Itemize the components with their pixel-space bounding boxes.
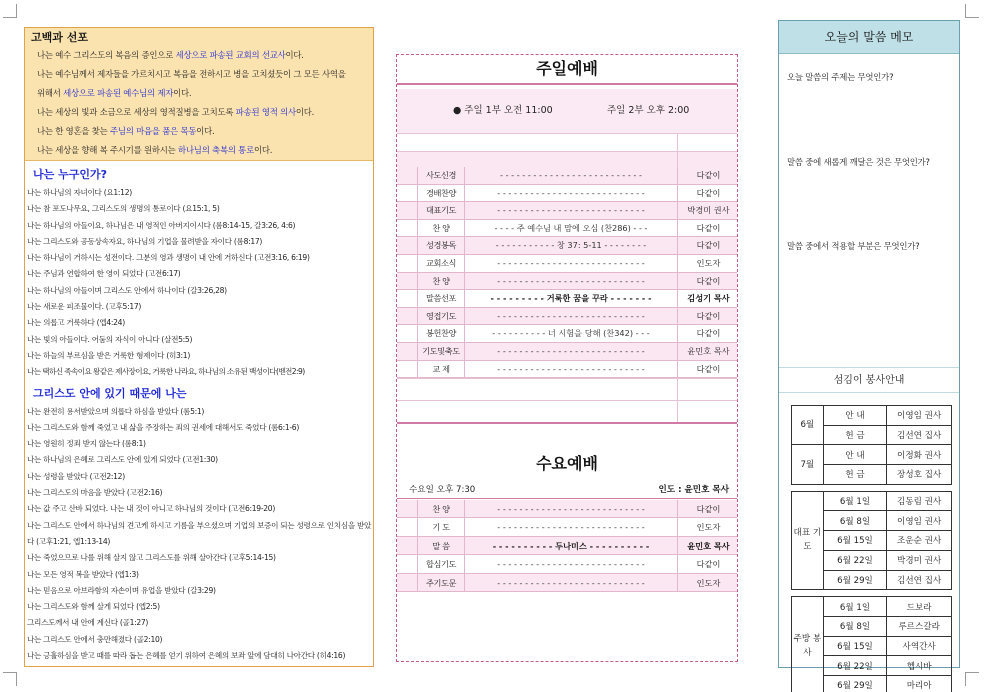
order-label: 말씀선포 <box>417 290 465 307</box>
in-christ-line: 나는 그리스도의 마음을 받았다 (고전2:16) <box>27 488 163 498</box>
order-row <box>397 500 737 518</box>
order-content: - - - - - - - - - - - - - - - - - - - - - - - - - - - <box>497 205 645 216</box>
identity-line: 나는 하늘의 부르심을 받은 거룩한 형제이다 (히3:1) <box>27 350 191 360</box>
in-christ-line: 나는 값 주고 산바 되었다. 나는 내 것이 아니고 하나님의 것이다 (고전6:19-20) <box>27 504 276 514</box>
date-cell: 6월 8일 <box>823 616 887 636</box>
in-christ-line: 나는 긍휼하심을 받고 때를 따라 돕는 은혜를 얻기 위하여 은혜의 보좌 앞에 담대히 나아간다 (히4:16) <box>27 651 346 661</box>
crop-mark <box>965 4 979 18</box>
in-christ-line: 나는 완전히 용서받았으며 의롭다 하심을 받았다 (롬5:1) <box>27 406 205 416</box>
memo-question-1: 오늘 말씀의 주제는 무엇인가? <box>787 72 894 82</box>
in-christ-line: 나는 그리스도 안에서 충만해졌다 (골2:10) <box>27 634 163 644</box>
group-cell: 주방 봉사 <box>792 597 824 692</box>
order-leader: 김성기 목사 <box>677 290 739 307</box>
name-cell: 김선연 집사 <box>887 425 952 445</box>
order-leader: 다같이 <box>677 308 739 325</box>
crop-mark <box>3 672 17 686</box>
sunday-order-list <box>397 167 737 378</box>
table-row <box>792 406 952 426</box>
gap-cell <box>792 484 952 491</box>
order-leader: 인도자 <box>677 255 739 272</box>
motto-line: 나는 한 영혼을 찾는 주님의 마음을 품은 목동이다. <box>37 126 215 136</box>
order-content: - - - - - - - - - - - - - - - - - - - - - - - - - - - <box>497 310 645 321</box>
order-row <box>397 537 737 555</box>
sunday-times <box>397 89 737 133</box>
in-christ-line: 나는 그리스도와 함께 살게 되었다 (엡2:5) <box>27 602 160 612</box>
service-title: 섬김이 봉사안내 <box>779 367 959 393</box>
in-christ-line: 나는 그리스도 안에서 하나님의 견고케 하시고 기름을 부으셨으며 기업의 보증이 되는 성령으로 인치심을 받았다 (고후1:21, 엡1:13-14) <box>27 520 372 546</box>
spacer-row <box>397 378 737 400</box>
identity-line: 나는 하나님의 자녀이다 (요1:12) <box>27 188 132 197</box>
order-label: 말 씀 <box>417 537 465 554</box>
order-leader: 박경미 권사 <box>677 202 739 219</box>
order-row <box>397 308 737 326</box>
order-label: 찬 양 <box>417 273 465 290</box>
date-cell: 6월 29일 <box>823 570 887 590</box>
sunday-time-2: 주일 2부 오후 2:00 <box>607 105 690 116</box>
confession-panel <box>24 27 374 667</box>
order-content: - - - - - - - - - - - - - - - - - - - - - - - - - - - <box>497 187 645 198</box>
identity-line: 나는 참 포도나무요, 그리스도의 생명의 통로이다 (요15:1, 5) <box>27 204 220 214</box>
order-leader: 인도자 <box>677 574 739 591</box>
table-gap <box>792 484 952 491</box>
order-label: 경배찬양 <box>417 185 465 202</box>
memo-title: 오늘의 말씀 메모 <box>779 21 959 54</box>
motto-line: 위해서 세상으로 파송된 예수님의 제자이다. <box>37 88 192 98</box>
name-cell: 이영임 권사 <box>887 406 952 426</box>
in-christ-line: 나는 영원히 정죄 받지 않는다 (롬8:1) <box>27 439 146 449</box>
date-cell: 6월 15일 <box>823 636 887 656</box>
order-label: 기도및축도 <box>417 343 465 360</box>
order-leader: 인도자 <box>677 518 739 535</box>
order-label: 교회소식 <box>417 255 465 272</box>
order-label: 성경봉독 <box>417 237 465 254</box>
section-divider <box>397 422 737 424</box>
wednesday-leader: 인도 : 윤민호 목사 <box>658 485 729 495</box>
spacer-row <box>397 133 737 151</box>
date-cell: 6월 1일 <box>823 491 887 511</box>
date-cell: 6월 15일 <box>823 531 887 551</box>
role-cell: 안 내 <box>823 445 887 465</box>
identity-line: 나는 주님과 연합하여 한 영이 되었다 (고전6:17) <box>27 269 181 279</box>
identity-line: 나는 하나님이 거하시는 성전이다. 그분의 영과 생명이 내 안에 거하신다 (고전3:16, 6:19) <box>27 253 310 263</box>
order-label: 주기도문 <box>417 574 465 591</box>
order-row <box>397 167 737 185</box>
motto-line: 나는 예수님께서 제자들을 가르치시고 복음을 전하시고 병을 고치셨듯이 그 모든 사역을 <box>37 69 346 79</box>
name-cell: 장성호 집사 <box>887 465 952 485</box>
order-content: - - - - - - - - - - 두나미스 - - - - - - - - - - <box>492 540 650 551</box>
order-label: 사도신경 <box>417 167 465 184</box>
role-cell: 헌 금 <box>823 465 887 485</box>
order-label: 찬 양 <box>417 500 465 517</box>
in-christ-line: 그리스도께서 내 안에 계신다 (골1:27) <box>27 618 149 628</box>
order-label: 봉헌찬양 <box>417 325 465 342</box>
name-cell: 마리아 <box>887 675 952 692</box>
order-content: - - - - - - - - - - 너 시험을 당해 (찬342) - - - <box>492 328 650 339</box>
order-content: - - - - - - - - - - - - - - - - - - - - - - - - - - - <box>497 275 645 286</box>
order-row <box>397 325 737 343</box>
order-label: 대표기도 <box>417 202 465 219</box>
memo-question-2: 말씀 중에 새롭게 깨달은 것은 무엇인가? <box>787 157 930 167</box>
name-cell: 이정화 권사 <box>887 445 952 465</box>
order-label: 찬 양 <box>417 220 465 237</box>
motto-line: 나는 세상을 향해 복 주시기를 원하시는 하나님의 축복의 통로이다. <box>37 145 273 155</box>
name-cell: 김동림 권사 <box>887 491 952 511</box>
wednesday-title: 수요예배 <box>536 454 598 473</box>
crop-mark <box>3 4 17 18</box>
order-content: - - - - - - - - - - - - - - - - - - - - - - - - - - - <box>497 345 645 356</box>
order-leader: 다같이 <box>677 361 739 378</box>
memo-panel <box>778 20 960 692</box>
order-leader: 윤민호 목사 <box>677 537 739 554</box>
order-row <box>397 273 737 291</box>
role-cell: 안 내 <box>823 406 887 426</box>
identity-line: 나는 새로운 피조물이다. (고후5:17) <box>27 302 142 312</box>
in-christ-line: 나는 모든 영적 복을 받았다 (엡1:3) <box>27 569 139 579</box>
name-cell: 루르스갈라 <box>887 616 952 636</box>
name-cell: 이영임 권사 <box>887 511 952 531</box>
sunday-title: 주일예배 <box>397 53 737 85</box>
date-cell: 6월 1일 <box>823 597 887 617</box>
service-table <box>791 405 952 692</box>
identity-line: 나는 그리스도와 공동상속자요, 하나님의 기업을 물려받을 자이다 (롬8:17) <box>27 236 263 246</box>
order-content: - - - - - - - - - 거룩한 꿈을 꾸라 - - - - - - - <box>490 293 652 304</box>
identity-line: 나는 하나님의 아들이며 그리스도 안에서 하나이다 (갈3:26,28) <box>27 285 227 295</box>
motto-line: 나는 예수 그리스도의 복음의 증인으로 세상으로 파송된 교회의 선교사이다. <box>37 50 304 60</box>
in-christ-line: 나는 성령을 받았다 (고전2:12) <box>27 471 125 481</box>
motto-title: 고백과 선포 <box>31 31 88 44</box>
order-leader: 다같이 <box>677 167 739 184</box>
worship-order-panel <box>396 54 738 662</box>
wednesday-order-list <box>397 500 737 592</box>
order-label: 교 제 <box>417 361 465 378</box>
order-leader: 다같이 <box>677 500 739 517</box>
spacer-row <box>397 400 737 422</box>
order-leader: 다같이 <box>677 185 739 202</box>
name-cell: 사역간사 <box>887 636 952 656</box>
in-christ-line: 나는 그리스도와 함께 죽었고 내 삶을 주장하는 죄의 권세에 대해서도 죽었다 (롬6:1-6) <box>27 422 300 432</box>
motto-line: 나는 세상의 빛과 소금으로 세상의 영적질병을 고치도록 파송된 영적 의사이다. <box>37 107 315 117</box>
date-cell: 6월 22일 <box>823 550 887 570</box>
order-content: - - - - - - - - - - - - - - - - - - - - - - - - - - - <box>497 577 645 588</box>
order-label: 기 도 <box>417 518 465 535</box>
order-row <box>397 220 737 238</box>
order-content: - - - - - - - - - - - - - - - - - - - - - - - - - - - <box>497 504 645 514</box>
order-row <box>397 255 737 273</box>
name-cell: 드보라 <box>887 597 952 617</box>
date-cell: 6월 29일 <box>823 675 887 692</box>
memo-question-3: 말씀 중에서 적용할 부분은 무엇인가? <box>787 241 920 251</box>
table-row <box>792 445 952 465</box>
table-row <box>792 491 952 511</box>
identity-line: 나는 택하신 족속이요 왕같은 제사장이요, 거룩한 나라요, 하나님의 소유된 백성이다(벧전2:9) <box>27 367 305 377</box>
order-leader: 다같이 <box>677 273 739 290</box>
identity-line: 나는 빛의 아들이다. 어둠의 자식이 아니다 (살전5:5) <box>27 334 193 344</box>
table-gap <box>792 590 952 597</box>
month-cell: 7월 <box>792 445 824 484</box>
order-content: - - - - - - - - - - - 창 37: 5-11 - - - - - - - - <box>495 240 647 251</box>
order-row <box>397 202 737 220</box>
group-cell: 대표 기도 <box>792 491 824 589</box>
identity-title: 나는 누구인가? <box>33 168 107 181</box>
order-content: - - - - - - - - - - - - - - - - - - - - - - - - - - <box>500 170 642 180</box>
name-cell: 김선연 집사 <box>887 570 952 590</box>
in-christ-line: 나는 하나님의 은혜로 그리스도 안에 있게 되었다 (고전1:30) <box>27 455 218 465</box>
wednesday-time: 수요일 오후 7:30 <box>409 485 476 495</box>
order-label: 영접기도 <box>417 308 465 325</box>
order-row <box>397 185 737 203</box>
month-cell: 6월 <box>792 406 824 445</box>
order-content: - - - - - - - - - - - - - - - - - - - - - - - - - - - <box>497 522 645 533</box>
table-row <box>792 597 952 617</box>
identity-line: 나는 하나님의 아들이요, 하나님은 내 영적인 아버지이시다 (롬8:14-15, 갈3:26, 4:6) <box>27 220 296 230</box>
identity-line: 나는 의롭고 거룩하다 (엡4:24) <box>27 318 125 328</box>
order-row <box>397 290 737 308</box>
order-content: - - - - 주 예수님 내 맘에 오심 (찬286) - - - <box>494 222 648 233</box>
name-cell: 박경미 권사 <box>887 550 952 570</box>
order-leader: 다같이 <box>677 325 739 342</box>
in-christ-line: 나는 믿음으로 아브라함의 자손이며 유업을 받았다 (갈3:29) <box>27 585 216 595</box>
motto-box <box>25 28 373 161</box>
crop-mark <box>965 672 979 686</box>
order-row <box>397 518 737 536</box>
gap-cell <box>792 590 952 597</box>
date-cell: 6월 8일 <box>823 511 887 531</box>
in-christ-line: 나는 죽었으므로 나를 위해 살지 않고 그리스도를 위해 살아간다 (고후5:14-15) <box>27 553 276 563</box>
order-content: - - - - - - - - - - - - - - - - - - - - - - - - - - - <box>497 363 645 374</box>
order-row <box>397 343 737 361</box>
order-leader: 다같이 <box>677 220 739 237</box>
date-cell: 6월 22일 <box>823 656 887 676</box>
order-row <box>397 361 737 379</box>
order-leader: 윤민호 목사 <box>677 343 739 360</box>
name-cell: 조운순 권사 <box>887 531 952 551</box>
order-row <box>397 237 737 255</box>
name-cell: 헵시바 <box>887 656 952 676</box>
in-christ-title: 그리스도 안에 있기 때문에 나는 <box>33 386 187 400</box>
order-label: 합심기도 <box>417 555 465 572</box>
wednesday-info <box>397 481 737 499</box>
role-cell: 헌 금 <box>823 425 887 445</box>
order-row <box>397 555 737 573</box>
order-row <box>397 574 737 592</box>
order-content: - - - - - - - - - - - - - - - - - - - - - - - - - - - <box>497 257 645 268</box>
order-leader: 다같이 <box>677 237 739 254</box>
sunday-time-1: ● 주일 1부 오전 11:00 <box>453 105 553 116</box>
order-leader: 다같이 <box>677 555 739 572</box>
order-content: - - - - - - - - - - - - - - - - - - - - - - - - - - - <box>497 559 645 570</box>
